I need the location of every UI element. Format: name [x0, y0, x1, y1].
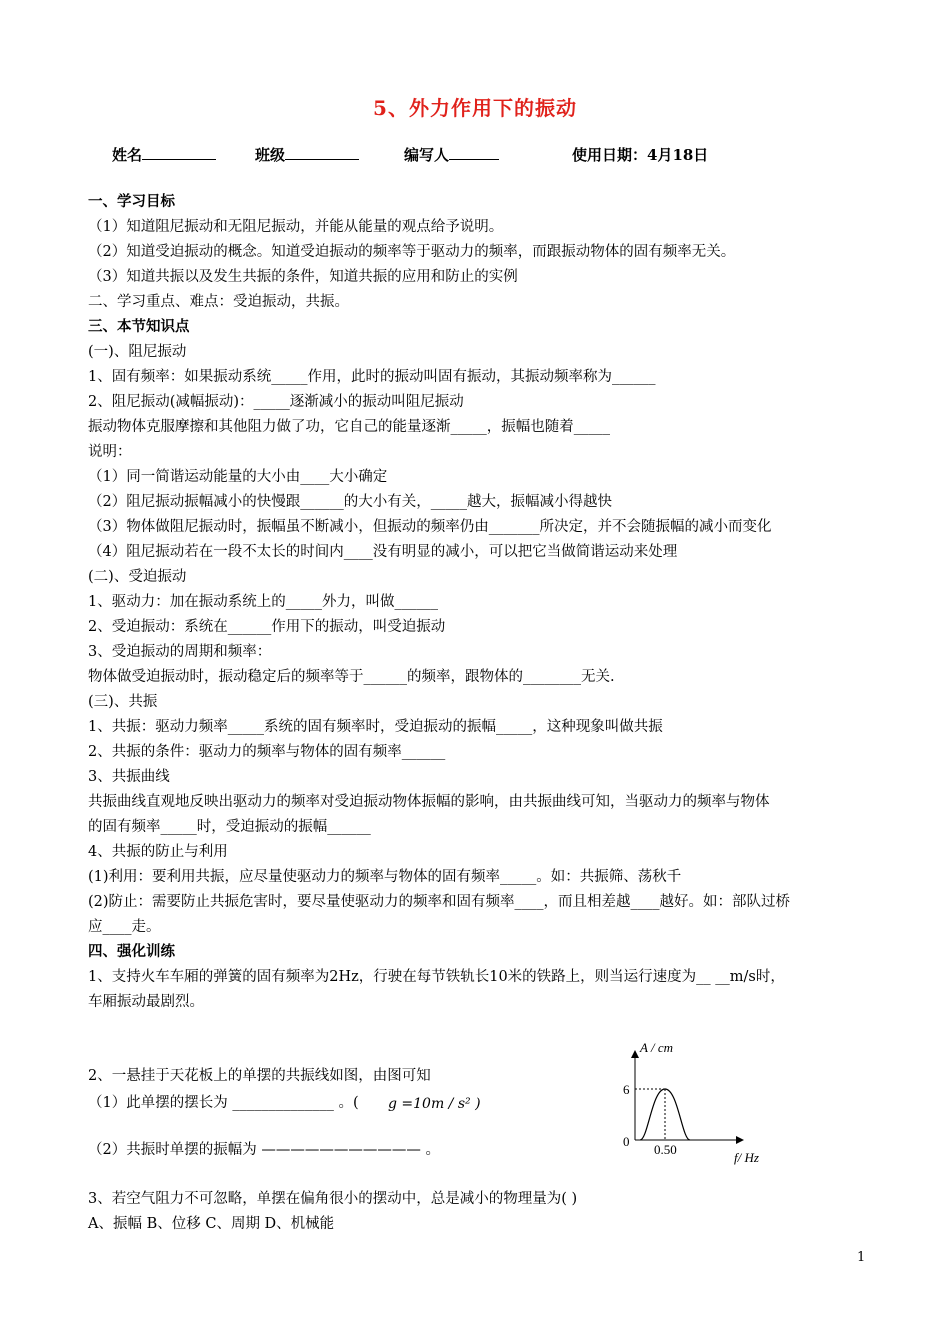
text-line: 车厢振动最剧烈。	[88, 994, 204, 1010]
subsection-heading: (二)、受迫振动	[88, 569, 187, 585]
section-heading: 三、本节知识点	[88, 318, 190, 335]
text-line: 1、固有频率：如果振动系统_____作用，此时的振动叫固有振动，其振动频率称为______	[88, 369, 656, 385]
text-line: （3）物体做阻尼振动时，振幅虽不断减小，但振动的频率仍由_______所决定，并不会随振幅的减小而变化	[88, 519, 772, 535]
name-field: 姓名	[112, 144, 216, 165]
text-line: 2、共振的条件：驱动力的频率与物体的固有频率______	[88, 744, 446, 760]
text-line: 说明：	[88, 444, 132, 460]
question-3-options: A、振幅 B、位移 C、周期 D、机械能	[88, 1216, 335, 1232]
text-line: 应____走。	[88, 919, 161, 935]
page-number: 1	[857, 1250, 866, 1265]
text-line: 3、共振曲线	[88, 769, 170, 785]
text-line: （3）知道共振以及发生共振的条件，知道共振的应用和防止的实例	[88, 269, 518, 285]
question-1: 1、支持火车车厢的弹簧的固有频率为2Hz，行驶在每节铁轨长10米的铁路上，则当运行速度为__ __m/s时，	[88, 969, 785, 985]
x-tick-050: 0.50	[654, 1142, 677, 1157]
text-line: 共振曲线直观地反映出驱动力的频率对受迫振动物体振幅的影响，由共振曲线可知，当驱动力的频率与物体	[88, 794, 770, 810]
text-line: （4）阻尼振动若在一段不太长的时间内____没有明显的减小，可以把它当做简谐运动来处理	[88, 544, 678, 560]
section-heading: 四、强化训练	[88, 943, 175, 960]
question-2-part-2: （2）共振时单摆的振幅为 ——————————— 。	[88, 1142, 440, 1158]
text-line: （1）知道阻尼振动和无阻尼振动，并能从能量的观点给予说明。	[88, 219, 504, 235]
x-axis-label: f/ Hz	[734, 1150, 759, 1165]
text-line: 1、驱动力：加在振动系统上的_____外力，叫做______	[88, 594, 438, 610]
question-2: 2、一悬挂于天花板上的单摆的共振线如图，由图可知	[88, 1068, 431, 1084]
page-title: 5、外力作用下的振动	[373, 96, 577, 120]
subsection-heading: (一)、阻尼振动	[88, 344, 187, 360]
y-tick-6: 6	[623, 1082, 630, 1097]
question-2-part-1: （1）此单摆的摆长为 ______________ 。(	[88, 1095, 359, 1111]
author-field: 编写人	[404, 144, 499, 165]
resonance-curve-chart	[610, 1040, 780, 1170]
text-line: 2、阻尼振动(减幅振动)：_____逐渐减小的振动叫阻尼振动	[88, 394, 464, 410]
gravity-equation: g =10m / s² )	[388, 1096, 481, 1112]
x-tick-0: 0	[623, 1134, 630, 1149]
text-line: 2、受迫振动：系统在______作用下的振动，叫受迫振动	[88, 619, 446, 635]
text-line: 物体做受迫振动时，振动稳定后的频率等于______的频率，跟物体的________无关.	[88, 669, 615, 685]
text-line: (1)利用：要利用共振，应尽量使驱动力的频率与物体的固有频率_____。如：共振筛、荡秋千	[88, 869, 682, 885]
text-line: （1）同一简谐运动能量的大小由____大小确定	[88, 469, 388, 485]
section-heading: 一、学习目标	[88, 193, 175, 210]
text-line: 4、共振的防止与利用	[88, 844, 228, 860]
question-3: 3、若空气阻力不可忽略，单摆在偏角很小的摆动中，总是减小的物理量为( )	[88, 1191, 578, 1207]
text-line: 3、受迫振动的周期和频率：	[88, 644, 272, 660]
class-field: 班级	[255, 144, 359, 165]
date-field: 使用日期：4月18日	[572, 146, 709, 164]
text-line: （2）阻尼振动振幅减小的快慢跟______的大小有关，_____越大，振幅减小得越快	[88, 494, 612, 510]
subsection-heading: (三)、共振	[88, 694, 158, 710]
text-line: （2）知道受迫振动的概念。知道受迫振动的频率等于驱动力的频率，而跟振动物体的固有频率无关。	[88, 244, 736, 260]
text-line: (2)防止：需要防止共振危害时，要尽量使驱动力的频率和固有频率____，而且相差越____越好。如：部队过桥	[88, 894, 791, 910]
text-line: 1、共振：驱动力频率_____系统的固有频率时，受迫振动的振幅_____，这种现象叫做共振	[88, 719, 663, 735]
y-axis-label: A / cm	[640, 1040, 673, 1055]
section-heading: 二、学习重点、难点：受迫振动，共振。	[88, 294, 349, 310]
text-line: 的固有频率_____时，受迫振动的振幅______	[88, 819, 371, 835]
text-line: 振动物体克服摩擦和其他阻力做了功，它自己的能量逐渐_____，振幅也随着_____	[88, 419, 610, 435]
